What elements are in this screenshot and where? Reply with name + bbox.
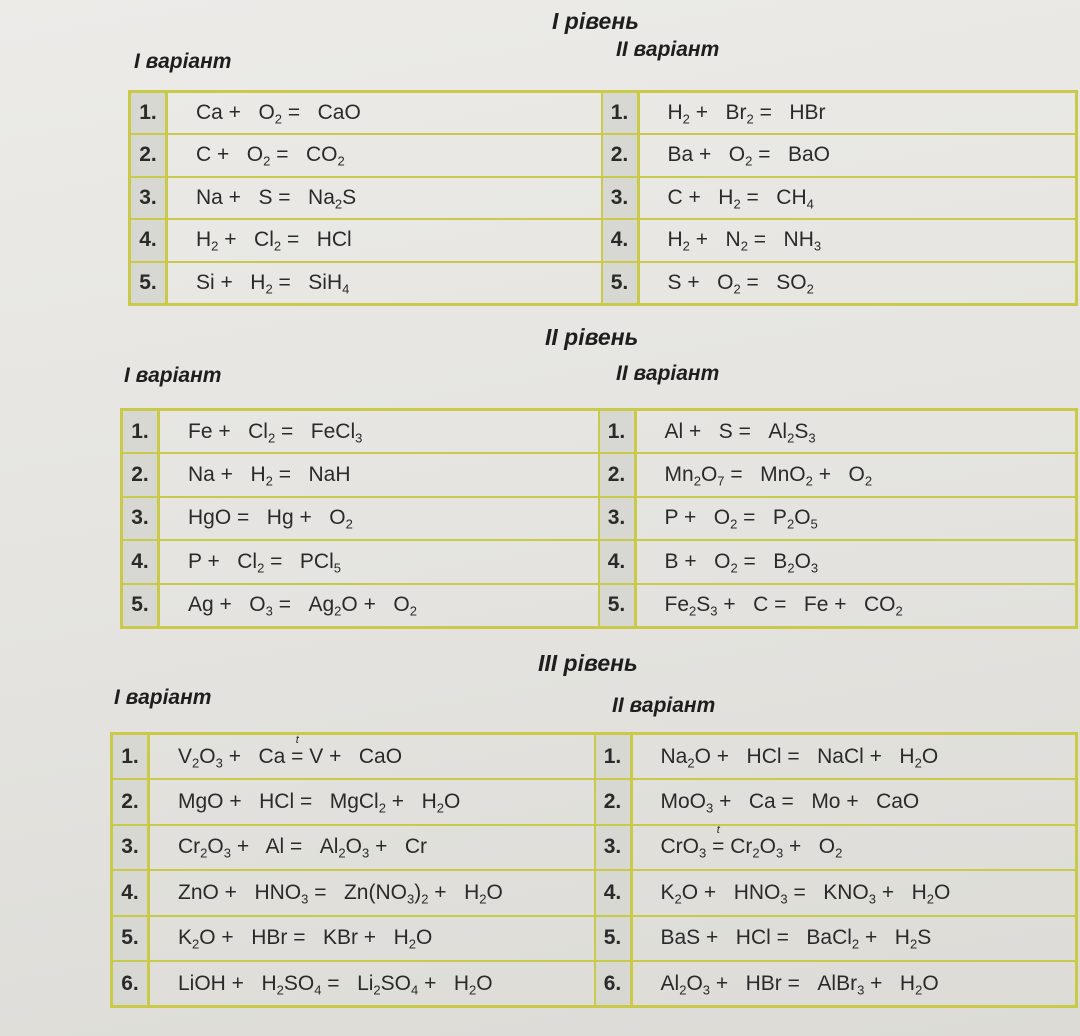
row-number: 2. — [602, 134, 639, 177]
level-2-table — [120, 408, 1078, 629]
equation: $C + H_2 = CH_4$ — [638, 177, 1077, 220]
row-number: 3. — [602, 177, 639, 220]
equation: $Fe_2S_3 + C = Fe + CO_2$ — [635, 584, 1077, 628]
equation: $Si + H_2 = SiH_4$ — [167, 262, 602, 305]
row-number: 2. — [112, 779, 149, 825]
equation-row — [112, 961, 1077, 1007]
row-number: 4. — [130, 219, 167, 262]
level-1-variant-2-title: II варіант — [616, 38, 720, 61]
equation: $S + O_2 = SO_2$ — [638, 262, 1077, 305]
row-number: 3. — [599, 497, 636, 541]
row-number: 5. — [112, 916, 149, 962]
row-number: 6. — [112, 961, 149, 1007]
row-number: 5. — [602, 262, 639, 305]
level-3-variant-2-title: II варіант — [612, 694, 716, 717]
row-number: 4. — [122, 540, 159, 584]
level-3-title: III рівень — [538, 650, 638, 676]
row-number: 6. — [595, 961, 632, 1007]
equation-row — [130, 219, 1077, 262]
equation-row — [112, 734, 1077, 780]
row-number: 1. — [122, 410, 159, 454]
row-number: 5. — [595, 916, 632, 962]
equation: $Cr_2O_3 + Al = Al_2O_3 + Cr$ — [149, 825, 595, 871]
equation-row — [130, 262, 1077, 305]
equation-row — [122, 584, 1077, 628]
equation-row — [130, 177, 1077, 220]
row-number: 1. — [112, 734, 149, 780]
equation: $K_2O$ + HBr = KBr + $H_2O$ — [149, 916, 595, 962]
equation-row — [130, 134, 1077, 177]
equation-row — [122, 497, 1077, 541]
equation: $K_2O + HNO_3 = KNO_3 + H_2O$ — [631, 870, 1077, 916]
row-number: 4. — [602, 219, 639, 262]
equation-row — [112, 779, 1077, 825]
equation: $Mn_2O_7 = MnO_2 + O_2$ — [635, 453, 1077, 497]
level-3-variant-1-title: I варіант — [114, 686, 212, 709]
equation: $Fe + Cl_2$ = FeCl$_3$ — [159, 410, 599, 454]
level-2-variant-1-title: I варіант — [124, 364, 222, 387]
row-number: 4. — [112, 870, 149, 916]
equation: ZnO + $HNO_3 = Zn(NO_3)_2 + H_2O$ — [149, 870, 595, 916]
row-number: 5. — [599, 584, 636, 628]
equation-row — [122, 540, 1077, 584]
level-1-variant-1-title: I варіант — [134, 50, 232, 73]
equation-row — [112, 916, 1077, 962]
row-number: 1. — [599, 410, 636, 454]
row-number: 4. — [595, 870, 632, 916]
equation: CrO$_3$ = t $Cr_2O_3 + O_2$ — [631, 825, 1077, 871]
row-number: 2. — [130, 134, 167, 177]
equation: $P + O_2 = P_2O_5$ — [635, 497, 1077, 541]
level-1-title: I рівень — [552, 8, 639, 34]
equation: $B + O_2 = B_2O_3$ — [635, 540, 1077, 584]
equation: $H_2 + Cl_2$ = HCl — [167, 219, 602, 262]
row-number: 1. — [595, 734, 632, 780]
equation-row — [122, 453, 1077, 497]
equation: $Al_2O_3$ + HBr = AlBr$_3$ + $H_2O$ — [631, 961, 1077, 1007]
equation: $Na + S = Na_2S$ — [167, 177, 602, 220]
equation: MgO + HCl = MgCl$_2$ + $H_2O$ — [149, 779, 595, 825]
equation-row — [112, 870, 1077, 916]
equation: MoO$_3$ + Ca = Mo + CaO — [631, 779, 1077, 825]
row-number: 2. — [599, 453, 636, 497]
row-number: 2. — [122, 453, 159, 497]
level-2-title: II рівень — [545, 324, 639, 350]
level-2-variant-2-title: II варіант — [616, 362, 720, 385]
equation-row — [122, 410, 1077, 454]
equation: HgO = $Hg + O_2$ — [159, 497, 599, 541]
row-number: 5. — [122, 584, 159, 628]
equation: BaS + HCl = BaCl$_2$ + $H_2S$ — [631, 916, 1077, 962]
equation: $H_2 + N_2 = NH_3$ — [638, 219, 1077, 262]
equation: $H_2 + Br_2$ = HBr — [638, 92, 1077, 135]
level-3-table — [110, 732, 1078, 1008]
row-number: 2. — [595, 779, 632, 825]
equation: $Na_2O$ + HCl = NaCl + $H_2O$ — [631, 734, 1077, 780]
equation: LiOH + $H_2SO_4 = Li_2SO_4 + H_2O$ — [149, 961, 595, 1007]
row-number: 3. — [130, 177, 167, 220]
equation: $Ba + O_2$ = BaO — [638, 134, 1077, 177]
row-number: 3. — [595, 825, 632, 871]
equation: $C + O_2 = CO_2$ — [167, 134, 602, 177]
equation: $V_2O_3 + Ca$ = t V + CaO — [149, 734, 595, 780]
row-number: 3. — [112, 825, 149, 871]
equation-row — [112, 825, 1077, 871]
row-number: 4. — [599, 540, 636, 584]
row-number: 5. — [130, 262, 167, 305]
equation-row — [130, 92, 1077, 135]
equation: $Na + H_2$ = NaH — [159, 453, 599, 497]
row-number: 1. — [130, 92, 167, 135]
equation: $Al + S = Al_2S_3$ — [635, 410, 1077, 454]
row-number: 3. — [122, 497, 159, 541]
equation: $Ag + O_3 = Ag_2O + O_2$ — [159, 584, 599, 628]
row-number: 1. — [602, 92, 639, 135]
equation: $P + Cl_2 = PCl_5$ — [159, 540, 599, 584]
level-1-table — [128, 90, 1078, 306]
equation: $Ca + O_2$ = CaO — [167, 92, 602, 135]
